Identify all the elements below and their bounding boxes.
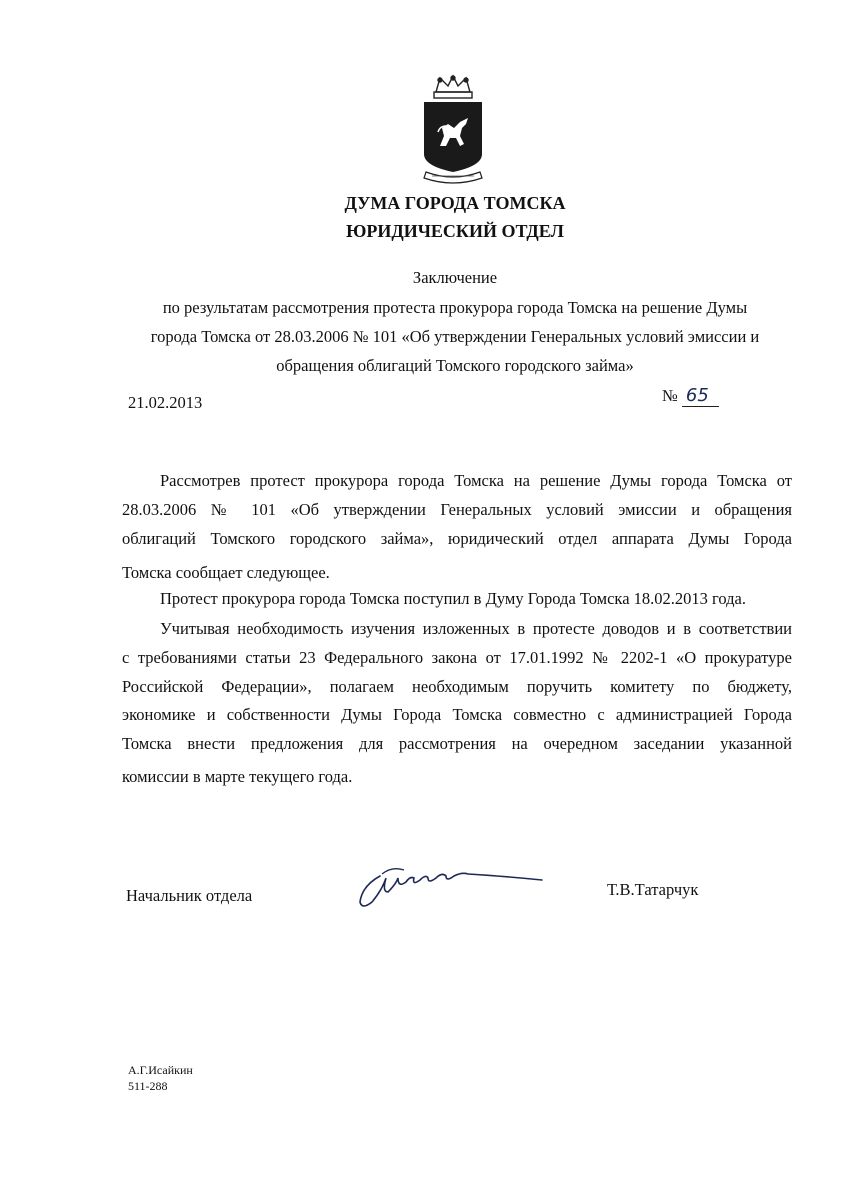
document-number [662, 385, 719, 406]
handwritten-signature [352, 858, 547, 918]
city-coat-of-arms-emblem [418, 74, 488, 190]
paragraph1-line-4: Томска сообщает следующее. [122, 563, 330, 582]
signer-name: Т.В.Татарчук [607, 880, 699, 899]
subject-line-2: города Томска от 28.03.2006 № 101 «Об утверждении Генеральных условий эмиссии и [150, 327, 760, 346]
paragraph3-line-1: Учитывая необходимость изучения изложенных в протесте доводов и в соответствии [160, 619, 792, 638]
document-date: 21.02.2013 [128, 393, 203, 412]
paragraph1-line-1: Рассмотрев протест прокурора города Томска на решение Думы города Томска от [160, 471, 792, 490]
paragraph3-line-2: с требованиями статьи 23 Федерального закона от 17.01.1992 № 2202-1 «О прокуратуре [122, 648, 792, 667]
executor-phone: 511-288 [128, 1079, 168, 1093]
paragraph1-line-3: облигаций Томского городского займа», юридический отдел аппарата Думы Города [122, 529, 792, 548]
subject-line-3: обращения облигаций Томского городского займа» [276, 356, 634, 375]
executor-name: А.Г.Исайкин [128, 1063, 193, 1077]
paragraph3-line-5: Томска внести предложения для рассмотрения на очередном заседании указанной [122, 734, 792, 753]
paragraph1-line-2: 28.03.2006 № 101 «Об утверждении Генеральных условий эмиссии и обращения [122, 500, 792, 519]
paragraph3-line-6: комиссии в марте текущего года. [122, 767, 353, 786]
subject-line-1: по результатам рассмотрения протеста прокурора города Томска на решение Думы [162, 298, 748, 317]
paragraph2: Протест прокурора города Томска поступил в Думу Города Томска 18.02.2013 года. [160, 589, 746, 608]
paragraph3-line-3: Российской Федерации», полагаем необходимым поручить комитету по бюджету, [122, 677, 792, 696]
number-label: № [662, 386, 678, 405]
organization-name: ДУМА ГОРОДА ТОМСКА [344, 193, 566, 213]
department-name: ЮРИДИЧЕСКИЙ ОТДЕЛ [346, 221, 564, 241]
number-value: 65 [682, 385, 719, 407]
document-type: Заключение [412, 268, 498, 287]
paragraph3-line-4: экономике и собственности Думы Города Томска совместно с администрацией Города [122, 705, 792, 724]
signer-position: Начальник отдела [126, 886, 253, 905]
